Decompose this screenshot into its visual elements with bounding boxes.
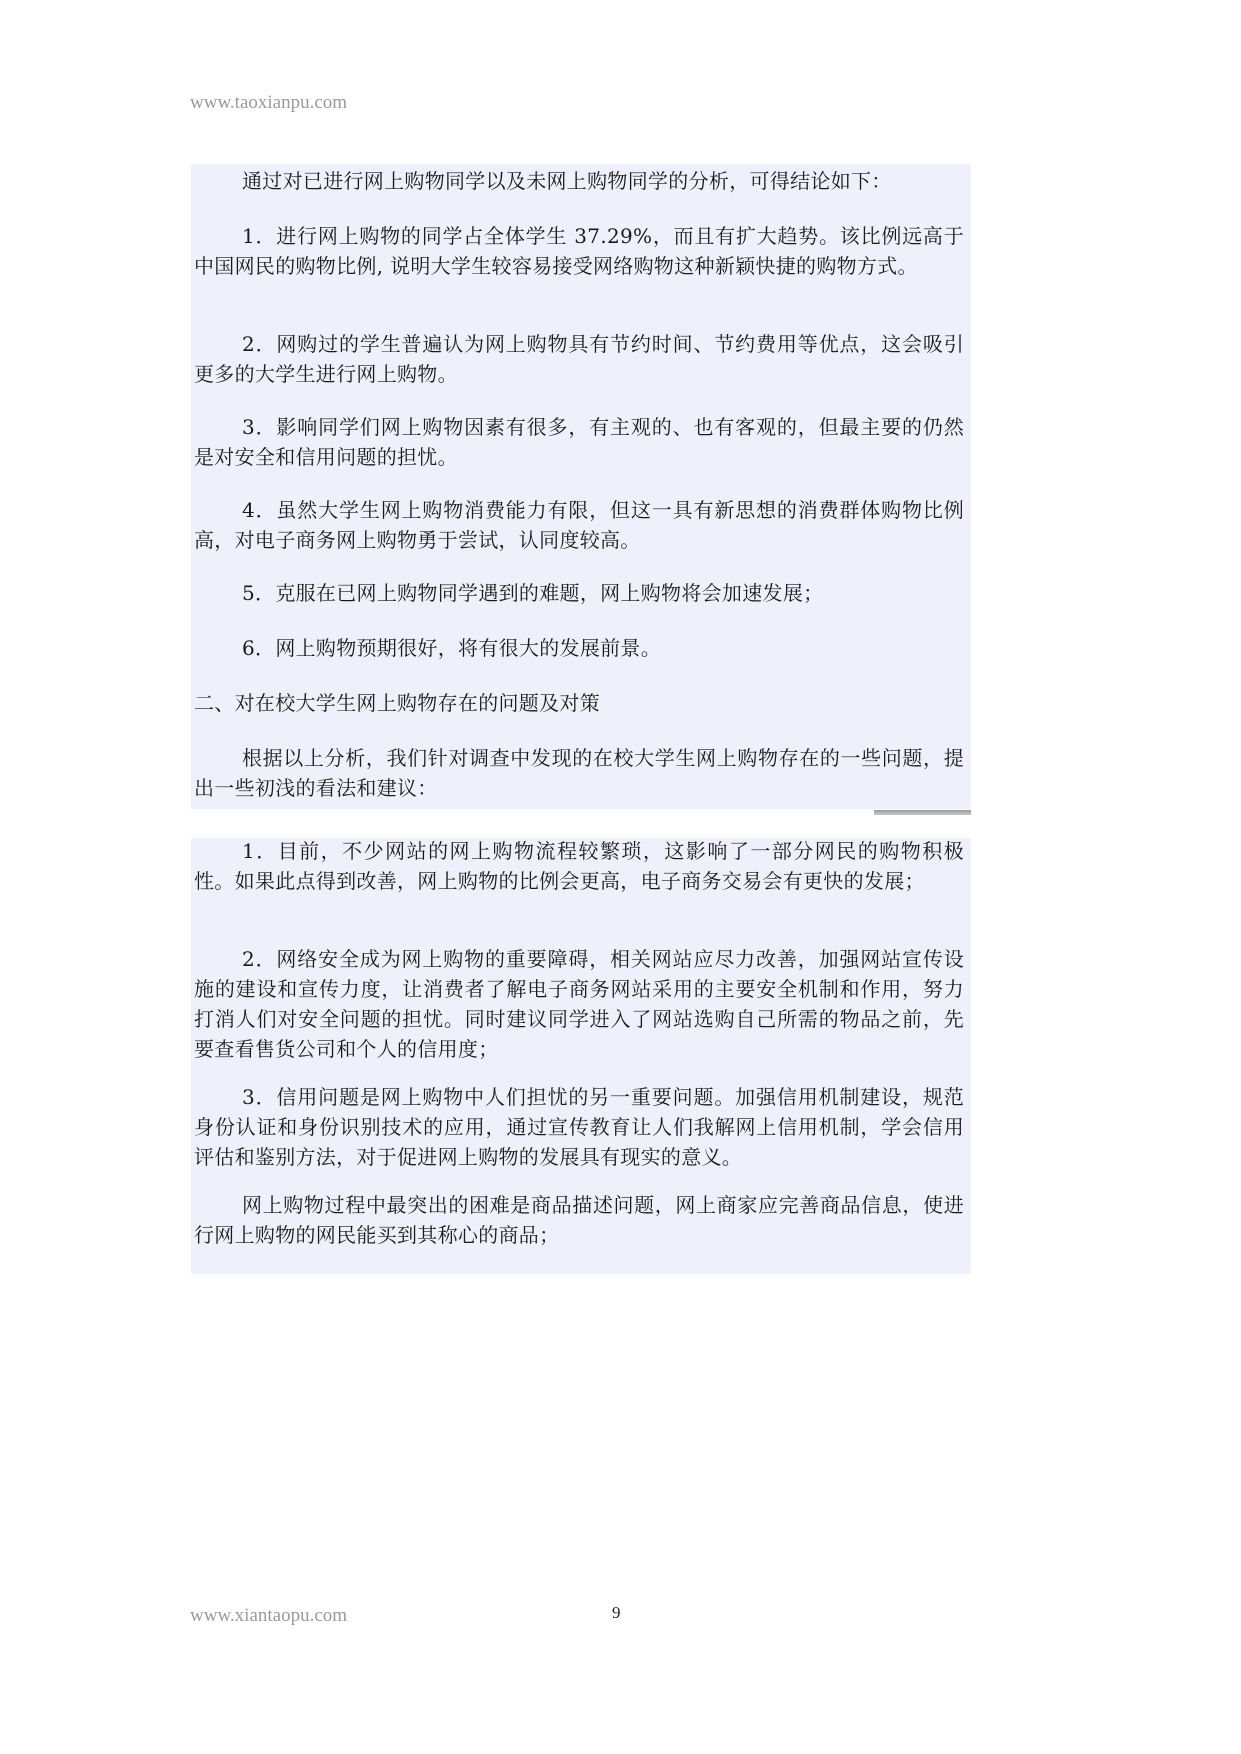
- panel-divider: [874, 810, 971, 815]
- finding-6: 6．网上购物预期很好，将有很大的发展前景。: [242, 636, 662, 660]
- page-number: 9: [612, 1603, 621, 1622]
- finding-3: 3．影响同学们网上购物因素有很多，有主观的、也有客观的，但最主要的仍然是对安全和信用问题的担忧。: [194, 415, 964, 469]
- footer-watermark-url: www.xiantaopu.com: [190, 1605, 348, 1626]
- finding-1: 1．进行网上购物的同学占全体学生 37.29%，而且有扩大趋势。该比例远高于中国网民的购物比例, 说明大学生较容易接受网络购物这种新颖快捷的购物方式。: [194, 224, 964, 278]
- section-heading: 二、对在校大学生网上购物存在的问题及对策: [194, 691, 600, 715]
- suggestion-4: 网上购物过程中最突出的困难是商品描述问题，网上商家应完善商品信息，使进行网上购物的网民能买到其称心的商品；: [194, 1193, 964, 1247]
- header-watermark-url: www.taoxianpu.com: [190, 92, 348, 113]
- suggestion-3: 3．信用问题是网上购物中人们担忧的另一重要问题。加强信用机制建设，规范身份认证和身份识别技术的应用，通过宣传教育让人们我解网上信用机制，学会信用评估和鉴别方法，对于促进网上购物的发展具有现实的意义。: [194, 1085, 964, 1169]
- intro-paragraph: 通过对已进行网上购物同学以及未网上购物同学的分析，可得结论如下：: [242, 169, 892, 193]
- section-intro: 根据以上分析，我们针对调查中发现的在校大学生网上购物存在的一些问题，提出一些初浅的看法和建议：: [194, 746, 964, 800]
- finding-4: 4．虽然大学生网上购物消费能力有限，但这一具有新思想的消费群体购物比例高，对电子商务网上购物勇于尝试，认同度较高。: [194, 498, 964, 552]
- suggestion-1: 1．目前，不少网站的网上购物流程较繁琐，这影响了一部分网民的购物积极性。如果此点得到改善，网上购物的比例会更高，电子商务交易会有更快的发展；: [194, 839, 964, 893]
- suggestion-2: 2．网络安全成为网上购物的重要障碍，相关网站应尽力改善，加强网站宣传设施的建设和宣传力度，让消费者了解电子商务网站采用的主要安全机制和作用，努力打消人们对安全问题的担忧。同时建议同学进入了网站选购自己所需的物品之前，先要查看售货公司和个人的信用度；: [194, 947, 964, 1061]
- finding-2: 2．网购过的学生普遍认为网上购物具有节约时间、节约费用等优点，这会吸引更多的大学生进行网上购物。: [194, 332, 964, 386]
- finding-5: 5．克服在已网上购物同学遇到的难题，网上购物将会加速发展；: [242, 581, 824, 605]
